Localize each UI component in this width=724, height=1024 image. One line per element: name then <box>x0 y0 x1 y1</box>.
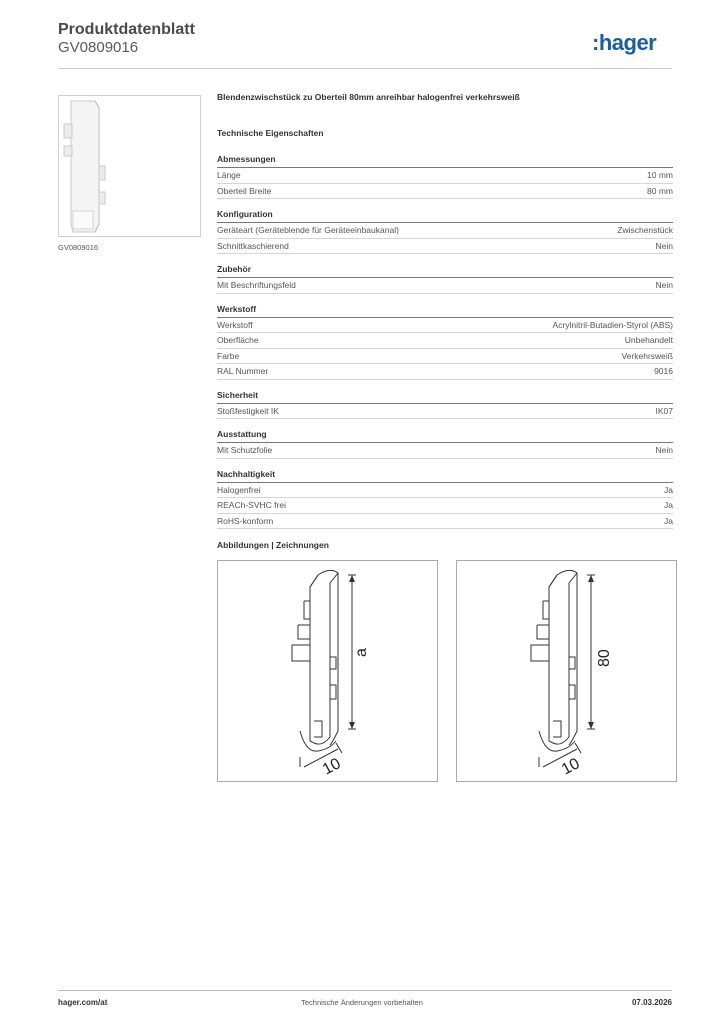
spec-value: 9016 <box>654 366 673 376</box>
dimension-drawing-80 <box>457 561 676 781</box>
spec-label: Halogenfrei <box>217 484 261 495</box>
spec-value: IK07 <box>655 405 673 416</box>
spec-value: Acrylnitril-Butadien-Styrol (ABS) <box>552 319 673 330</box>
spec-group-title: Zubehör <box>217 264 673 278</box>
spec-label: RoHS-konform <box>217 515 274 526</box>
spec-row <box>217 278 673 294</box>
spec-value: Nein <box>655 445 673 455</box>
tech-heading: Technische Eigenschaften <box>217 128 324 138</box>
spec-value: 10 mm <box>647 170 673 180</box>
spec-row <box>217 514 673 530</box>
spec-label: Oberteil Breite <box>217 185 272 196</box>
spec-row <box>217 223 673 239</box>
spec-group <box>217 264 673 294</box>
spec-label: RAL Nummer <box>217 366 269 376</box>
spec-value: Unbehandelt <box>624 335 673 345</box>
spec-value: Ja <box>664 500 673 510</box>
footer-date: 07.03.2026 <box>631 998 672 1007</box>
spec-label: REACh-SVHC frei <box>217 500 286 510</box>
spec-group <box>217 429 673 459</box>
spec-row <box>217 498 673 514</box>
spec-groups <box>217 154 673 529</box>
spec-group <box>217 304 673 380</box>
spec-label: Werkstoff <box>217 319 253 330</box>
spec-label: Oberfläche <box>217 335 259 345</box>
header-divider <box>58 68 672 69</box>
product-code: GV0809016 <box>58 39 139 56</box>
spec-label: Stoßfestigkeit IK <box>217 405 279 416</box>
spec-row <box>217 443 673 459</box>
spec-row <box>217 239 673 255</box>
spec-group <box>217 390 673 420</box>
product-thumbnail <box>58 95 201 237</box>
spec-label: Geräteart (Geräteblende für Geräteeinbaukanal) <box>217 225 399 235</box>
drawings-heading: Abbildungen | Zeichnungen <box>217 540 329 550</box>
spec-group-title: Nachhaltigkeit <box>217 469 673 483</box>
spec-value: Nein <box>655 280 673 290</box>
spec-label: Länge <box>217 170 241 180</box>
spec-row <box>217 404 673 420</box>
spec-row <box>217 483 673 499</box>
spec-row <box>217 333 673 349</box>
spec-label: Schnittkaschierend <box>217 240 289 251</box>
drawing-right <box>456 560 677 782</box>
thumbnail-caption: GV0809016 <box>58 243 99 252</box>
drawing-left <box>217 560 438 782</box>
spec-value: Nein <box>655 240 673 251</box>
dimension-10-label-left: 10 <box>319 755 344 779</box>
spec-row <box>217 168 673 184</box>
page-title: Produktdatenblatt <box>58 21 195 38</box>
spec-group <box>217 154 673 199</box>
spec-label: Farbe <box>217 350 240 361</box>
dimension-drawing-a <box>218 561 437 781</box>
spec-row <box>217 349 673 365</box>
spec-group-title: Abmessungen <box>217 154 673 168</box>
footer-divider <box>58 990 672 991</box>
spec-row <box>217 364 673 380</box>
product-image <box>59 96 200 236</box>
footer-website-link[interactable]: hager.com/at <box>58 998 108 1007</box>
spec-value: Verkehrsweiß <box>621 350 673 361</box>
spec-group-title: Sicherheit <box>217 390 673 404</box>
footer-disclaimer: Technische Änderungen vorbehalten <box>301 998 423 1007</box>
spec-value: Zwischenstück <box>617 225 673 235</box>
spec-row <box>217 318 673 334</box>
spec-group-title: Konfiguration <box>217 209 673 223</box>
spec-label: Mit Schutzfolie <box>217 445 273 455</box>
dimension-80-label: 80 <box>596 649 613 667</box>
spec-row <box>217 184 673 200</box>
dimension-10-label-right: 10 <box>558 755 583 779</box>
dimension-a-label: a <box>353 648 370 657</box>
spec-section <box>217 92 673 529</box>
spec-group-title: Werkstoff <box>217 304 673 318</box>
spec-value: 80 mm <box>647 185 673 196</box>
hager-logo: :hager <box>592 30 657 55</box>
spec-group-title: Ausstattung <box>217 429 673 443</box>
spec-label: Mit Beschriftungsfeld <box>217 280 296 290</box>
product-description: Blendenzwischstück zu Oberteil 80mm anreihbar halogenfrei verkehrsweiß <box>217 92 520 102</box>
spec-group <box>217 209 673 254</box>
spec-value: Ja <box>664 484 673 495</box>
spec-value: Ja <box>664 515 673 526</box>
spec-group <box>217 469 673 530</box>
